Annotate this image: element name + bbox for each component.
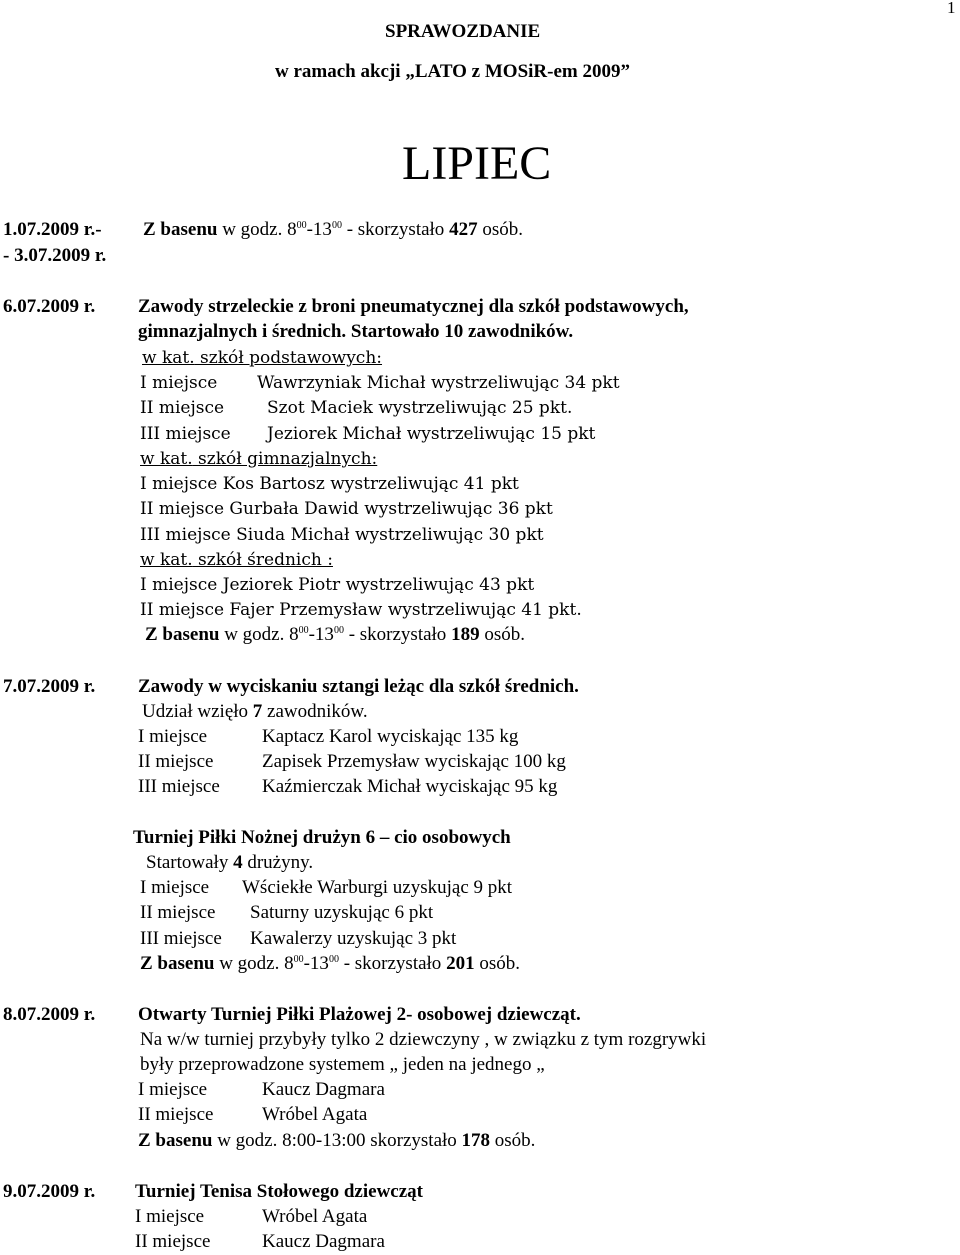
category-name: szkół podstawowych: xyxy=(194,348,383,368)
superscript: 00 xyxy=(298,625,309,636)
event-title: gimnazjalnych i średnich. Startowało 10 zawodników. xyxy=(138,321,574,342)
note-line: Na w/w turniej przybyły tylko 2 dziewczyny , w związku z tym rozgrywki xyxy=(140,1029,707,1050)
pool-count: 201 xyxy=(446,953,475,974)
result-place: I miejsce xyxy=(140,877,210,898)
result-place: II miejsce xyxy=(140,902,216,923)
result-place: I miejsce xyxy=(138,726,208,747)
result-text: Kaucz Dagmara xyxy=(262,1079,385,1100)
participants-text: Udział wzięło xyxy=(142,701,253,722)
result-text: Kaźmierczak Michał wyciskając 95 kg xyxy=(262,776,558,797)
document-title: SPRAWOZDANIE xyxy=(385,21,541,42)
entry-date: 9.07.2009 r. xyxy=(3,1181,96,1202)
pool-text: - skorzystało xyxy=(341,219,450,240)
pool-usage-line xyxy=(140,953,520,975)
result-text: Wróbel Agata xyxy=(262,1206,368,1227)
participants-line xyxy=(146,852,313,874)
pool-hours: -13 xyxy=(306,219,332,240)
pool-label: Z basenu xyxy=(138,1130,213,1151)
pool-count: 427 xyxy=(449,219,478,240)
entry-date: - 3.07.2009 r. xyxy=(3,245,107,266)
pool-hours: w godz. 8 xyxy=(217,219,297,240)
category-name: szkół średnich : xyxy=(192,550,333,570)
result-place: II miejsce xyxy=(135,1231,211,1252)
result-text: Saturny uzyskując 6 pkt xyxy=(250,902,434,923)
entry-date: 1.07.2009 r.- xyxy=(3,219,102,240)
result-place: III miejsce xyxy=(140,424,231,444)
category-prefix: w kat. xyxy=(142,348,195,368)
event-title: Turniej Piłki Nożnej drużyn 6 – cio osobowych xyxy=(133,827,511,848)
participants-text: drużyny. xyxy=(242,852,314,873)
pool-count: 189 xyxy=(451,624,480,645)
result-place: I miejsce xyxy=(140,373,218,393)
result-text: Kawalerzy uzyskując 3 pkt xyxy=(250,928,457,949)
result-line: III miejsce Siuda Michał wystrzeliwując 30 pkt xyxy=(140,525,544,545)
pool-usage-line xyxy=(138,1130,535,1152)
note-line: były przeprowadzone systemem „ jeden na jednego „ xyxy=(140,1054,545,1075)
pool-hours: -13 xyxy=(308,624,334,645)
event-title: Zawody strzeleckie z broni pneumatycznej dla szkół podstawowych, xyxy=(138,296,689,317)
pool-hours: w godz. 8 xyxy=(219,624,299,645)
superscript: 00 xyxy=(331,220,342,231)
category-name: szkół gimnazjalnych: xyxy=(192,449,378,469)
pool-count: 178 xyxy=(461,1130,491,1151)
category-heading xyxy=(140,448,377,470)
entry-date: 6.07.2009 r. xyxy=(3,296,96,317)
result-text: Wróbel Agata xyxy=(262,1104,368,1125)
participants-text: zawodników. xyxy=(262,701,368,722)
participants-count: 7 xyxy=(252,701,263,722)
category-prefix: w kat. xyxy=(140,550,193,570)
result-text: Kaptacz Karol wyciskając 135 kg xyxy=(262,726,519,747)
pool-text: - skorzystało xyxy=(338,953,447,974)
superscript: 00 xyxy=(333,625,344,636)
result-line: II miejsce Gurbała Dawid wystrzeliwując 36 pkt xyxy=(140,499,553,519)
participants-line xyxy=(142,701,368,723)
event-title: Turniej Tenisa Stołowego dziewcząt xyxy=(135,1181,423,1202)
pool-text: w godz. 8:00-13:00 skorzystało xyxy=(212,1130,462,1151)
result-line: II miejsce Fajer Przemysław wystrzeliwując 41 pkt. xyxy=(140,600,582,620)
result-place: II miejsce xyxy=(140,398,225,418)
result-text: Wściekłe Warburgi uzyskując 9 pkt xyxy=(242,877,513,898)
superscript: 00 xyxy=(296,220,307,231)
pool-text: osób. xyxy=(477,219,523,240)
pool-text: osób. xyxy=(490,1130,536,1151)
result-text: Jeziorek Michał wystrzeliwując 15 pkt xyxy=(267,424,596,444)
entry-date: 8.07.2009 r. xyxy=(3,1004,96,1025)
result-line: I miejsce Kos Bartosz wystrzeliwując 41 pkt xyxy=(140,474,519,494)
result-text: Wawrzyniak Michał wystrzeliwując 34 pkt xyxy=(257,373,620,393)
pool-hours: w godz. 8 xyxy=(214,953,294,974)
result-place: II miejsce xyxy=(138,1104,214,1125)
entry-date: 7.07.2009 r. xyxy=(3,676,96,697)
pool-label: Z basenu xyxy=(140,953,215,974)
category-heading xyxy=(142,347,382,369)
pool-text: osób. xyxy=(474,953,520,974)
result-place: III miejsce xyxy=(140,928,222,949)
result-place: I miejsce xyxy=(135,1206,205,1227)
pool-text: - skorzystało xyxy=(343,624,452,645)
event-title: Otwarty Turniej Piłki Plażowej 2- osobowej dziewcząt. xyxy=(138,1004,581,1025)
superscript: 00 xyxy=(293,954,304,965)
pool-label: Z basenu xyxy=(145,624,220,645)
pool-usage-line xyxy=(143,219,523,241)
result-line: I miejsce Jeziorek Piotr wystrzeliwując 43 pkt xyxy=(140,575,535,595)
event-title: Zawody w wyciskaniu sztangi leżąc dla szkół średnich. xyxy=(138,676,579,697)
document-subtitle: w ramach akcji „LATO z MOSiR-em 2009” xyxy=(275,61,630,82)
result-place: III miejsce xyxy=(138,776,220,797)
result-place: II miejsce xyxy=(138,751,214,772)
result-text: Zapisek Przemysław wyciskając 100 kg xyxy=(262,751,566,772)
pool-usage-line xyxy=(145,624,525,646)
participants-count: 4 xyxy=(233,852,243,873)
month-heading: LIPIEC xyxy=(402,137,552,190)
participants-text: Startowały xyxy=(146,852,234,873)
result-place: I miejsce xyxy=(138,1079,208,1100)
pool-hours: -13 xyxy=(303,953,329,974)
category-heading xyxy=(140,549,333,571)
page-number: 1 xyxy=(947,0,956,17)
category-prefix: w kat. xyxy=(140,449,193,469)
pool-text: osób. xyxy=(479,624,525,645)
result-text: Szot Maciek wystrzeliwując 25 pkt. xyxy=(267,398,573,418)
result-text: Kaucz Dagmara xyxy=(262,1231,385,1252)
pool-label: Z basenu xyxy=(143,219,218,240)
superscript: 00 xyxy=(328,954,339,965)
